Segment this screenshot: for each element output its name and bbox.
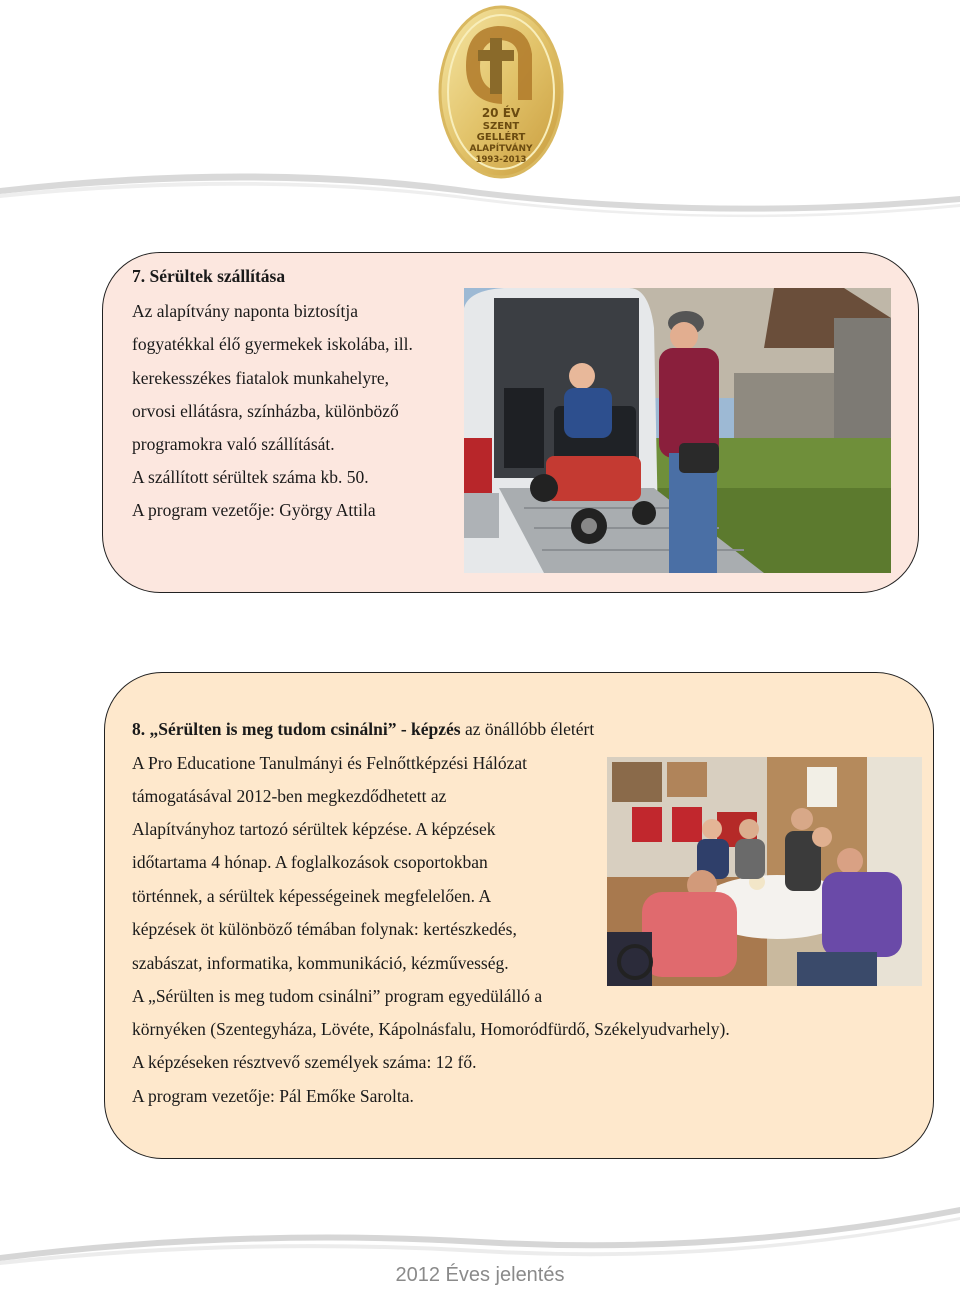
- logo-range: 1993-2013: [475, 155, 527, 165]
- section-7-line: A program vezetője: György Attila: [132, 500, 376, 520]
- section-8-line: A Pro Educatione Tanulmányi és Felnőttképzési Hálózat: [132, 753, 528, 773]
- section-7-line: orvosi ellátásra, színházba, különböző: [132, 401, 399, 421]
- section-8-line: Alapítványhoz tartozó sérültek képzése. A képzések: [132, 819, 496, 839]
- training-photo: [607, 757, 922, 986]
- section-8-line: A képzéseken résztvevő személyek száma: 12 fő.: [132, 1052, 477, 1072]
- logo-line2: GELLÉRT: [476, 132, 526, 143]
- section-8-title-rest: az önállóbb életért: [460, 719, 595, 739]
- logo-line3: ALAPÍTVÁNY: [469, 144, 533, 154]
- section-8-line: időtartama 4 hónap. A foglalkozások csoportokban: [132, 852, 488, 872]
- footer-swoosh: [0, 1195, 960, 1270]
- section-7-title: 7. Sérültek szállítása: [132, 266, 286, 286]
- logo-line1: SZENT: [482, 121, 520, 132]
- section-8-line: támogatásával 2012-ben megkezdődhetett az: [132, 786, 447, 806]
- section-7-line: A szállított sérültek száma kb. 50.: [132, 467, 369, 487]
- section-7-line: Az alapítvány naponta biztosítja: [132, 301, 358, 321]
- header-swoosh: [0, 150, 960, 220]
- section-8-line: képzések öt különböző témában folynak: kertészkedés,: [132, 919, 517, 939]
- section-7-line: kerekesszékes fiatalok munkahelyre,: [132, 368, 390, 388]
- transport-photo: [464, 288, 891, 573]
- logo-years: 20 ÉV: [481, 106, 521, 120]
- section-7-line: programokra való szállítását.: [132, 434, 335, 454]
- section-8-line: környéken (Szentegyháza, Lövéte, Kápolnásfalu, Homoródfürdő, Székelyudvarhely).: [132, 1019, 730, 1039]
- section-8-line: A program vezetője: Pál Emőke Sarolta.: [132, 1086, 414, 1106]
- section-8-line: szabászat, informatika, kommunikáció, kézművesség.: [132, 953, 509, 973]
- section-7-line: fogyatékkal élő gyermekek iskolába, ill.: [132, 334, 413, 354]
- section-8-line: történnek, a sérültek képességeinek megfelelően. A: [132, 886, 492, 906]
- footer-report-title: 2012 Éves jelentés: [395, 1264, 565, 1286]
- section-8-line: A „Sérülten is meg tudom csinálni” program egyedülálló a: [132, 986, 543, 1006]
- section-8-title: [132, 721, 594, 739]
- section-8-title-bold: 8. „Sérülten is meg tudom csinálni” - képzés: [132, 719, 461, 739]
